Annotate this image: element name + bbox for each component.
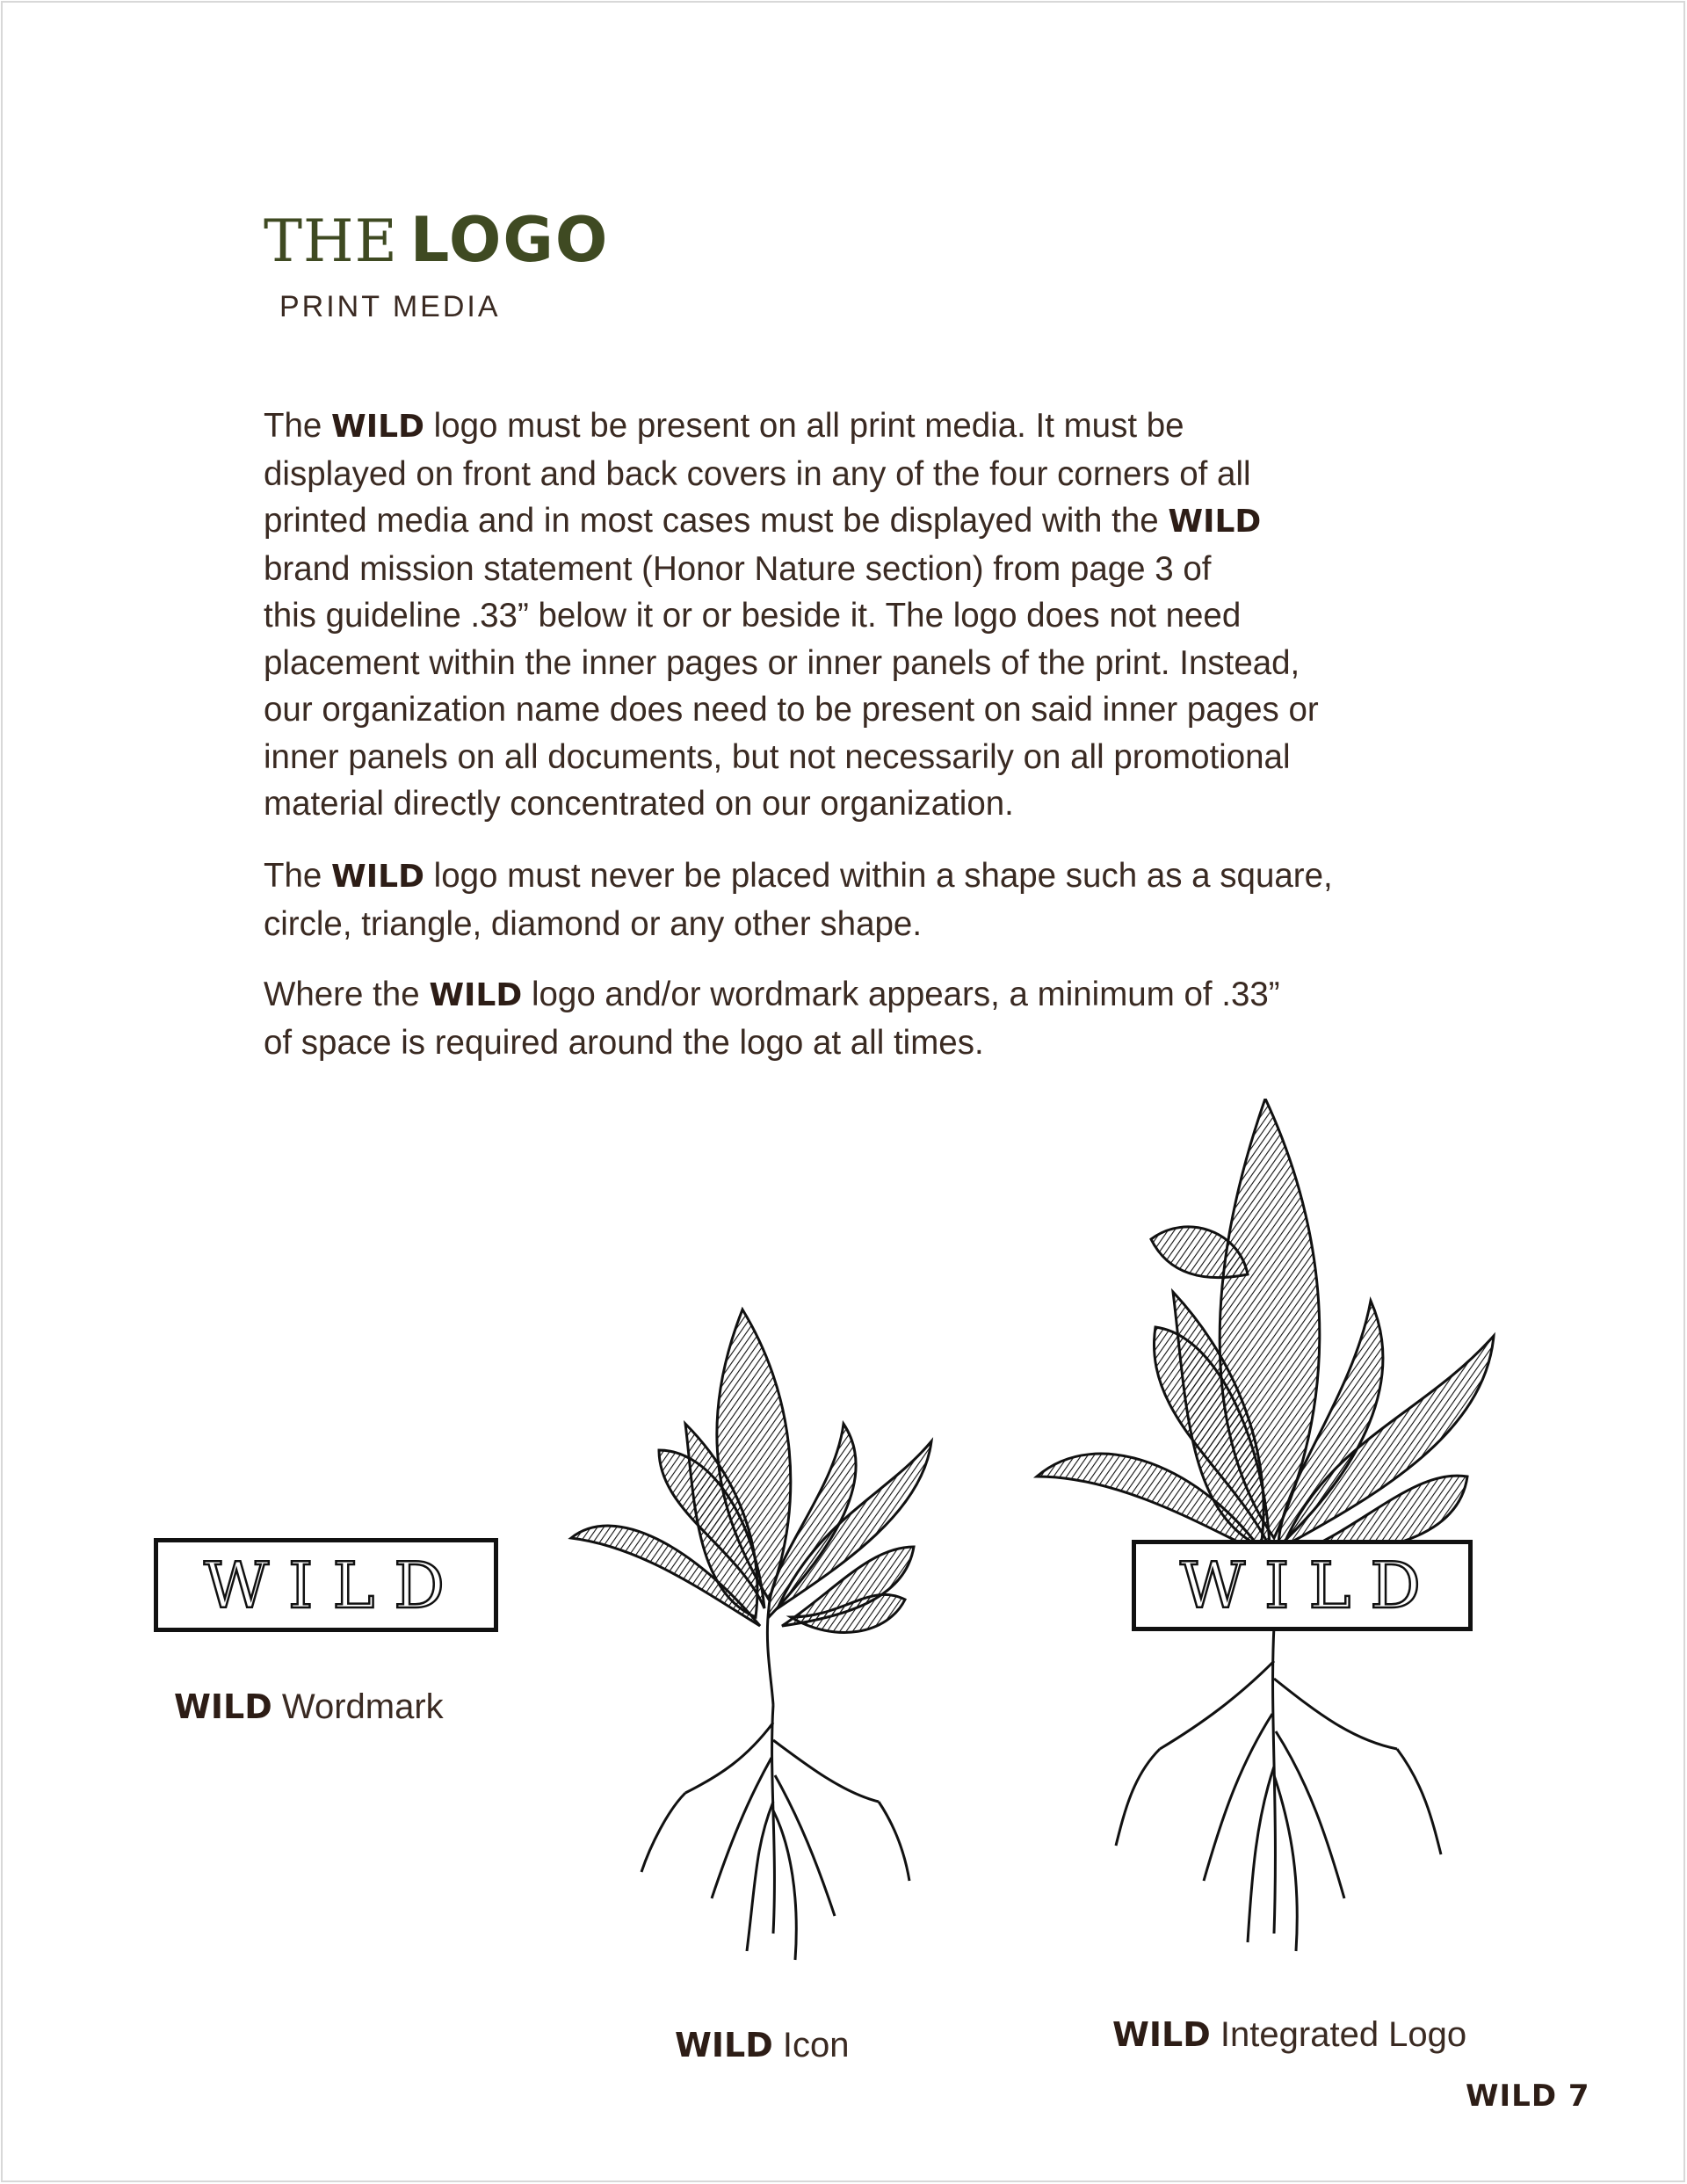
page-title	[264, 204, 610, 276]
title-logo: LOGO	[409, 204, 610, 276]
wordmark-text: WILD	[204, 1548, 464, 1622]
page-subtitle: PRINT MEDIA	[279, 290, 501, 323]
brand-name: WILD	[429, 977, 523, 1013]
wordmark-caption: WILD Wordmark	[174, 1687, 444, 1726]
brand-name: WILD	[1168, 504, 1262, 540]
paragraph-clear-space: Where the WILD logo and/or wordmark appears, a minimum of .33” of space is required around the logo at all times.	[264, 976, 1280, 1062]
title-the: THE	[264, 207, 398, 275]
wordmark-logo	[154, 1538, 498, 1632]
paragraph-no-shapes: The WILD logo must never be placed within a shape such as a square, circle, triangle, diamond or any other shape.	[264, 857, 1333, 943]
brand-name: WILD	[331, 409, 424, 445]
brand-name: WILD	[331, 859, 424, 895]
plant-icon	[554, 1230, 958, 1986]
integrated-wordmark-box	[1132, 1540, 1473, 1631]
integrated-wordmark-text: WILD	[1180, 1549, 1440, 1622]
page-number: WILD 7	[1466, 2079, 1590, 2114]
icon-caption: WILD Icon	[675, 2026, 850, 2064]
paragraph-print-requirements: The WILD logo must be present on all print media. It must be displayed on front and back covers in any of the four corners of all printed media and in most cases must be displayed with the WILD brand mission statement (Honor Nature section) from page 3 of this guideline .33” below it or or beside it. The logo does not need placement within the inner pages or inner panels of the print. Instead, our organization name does need to be present on said inner pages or inner panels on all documents, but not necessarily on all promotional material directly concentrated on our organization.	[264, 407, 1319, 823]
integrated-caption: WILD Integrated Logo	[1112, 2015, 1467, 2054]
